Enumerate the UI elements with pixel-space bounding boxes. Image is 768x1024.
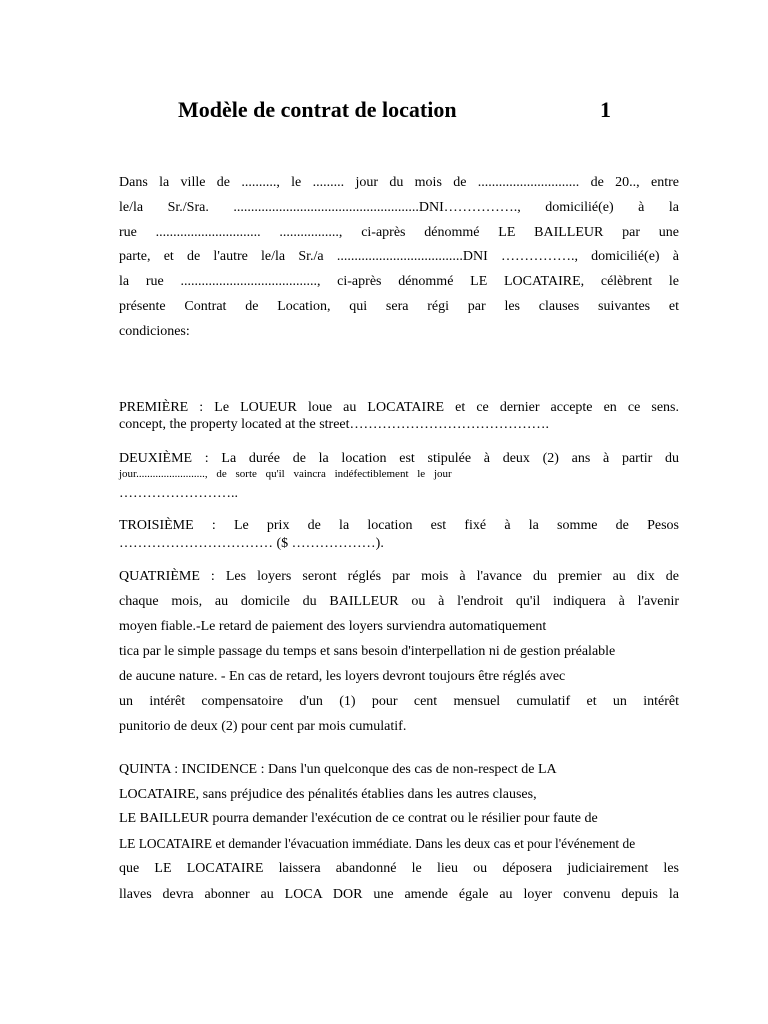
clause-troisieme-line: TROISIÈME : Le prix de la location est fixé à la somme de Pesos bbox=[119, 518, 679, 533]
document-title: Modèle de contrat de location bbox=[178, 97, 457, 122]
intro-line: rue .............................. ................., ci-après dénommé LE BAILLEUR par une bbox=[119, 225, 679, 240]
clause-premiere-line: concept, the property located at the street……………………………………. bbox=[119, 417, 550, 432]
clause-quinta-line: LE BAILLEUR pourra demander l'exécution de ce contrat ou le résilier pour faute de bbox=[119, 811, 598, 826]
clause-quatrieme-line: chaque mois, au domicile du BAILLEUR ou à l'endroit qu'il indiquera à l'avenir bbox=[119, 594, 679, 609]
clause-premiere-line: PREMIÈRE : Le LOUEUR loue au LOCATAIRE et ce dernier accepte en ce sens. bbox=[119, 400, 679, 415]
clause-quinta-line: QUINTA : INCIDENCE : Dans l'un quelconque des cas de non-respect de LA bbox=[119, 762, 557, 777]
clause-quinta-line: que LE LOCATAIRE laissera abandonné le lieu ou déposera judiciairement les bbox=[119, 861, 679, 876]
clause-quatrieme-line: tica par le simple passage du temps et sans besoin d'interpellation ni de gestion préalable bbox=[119, 644, 616, 659]
clause-deuxieme-line: …………………….. bbox=[119, 486, 238, 501]
clause-deuxieme-line: jour........................., de sorte qu'il vaincra indéfectiblement le jour bbox=[119, 468, 452, 480]
clause-quatrieme-line: de aucune nature. - En cas de retard, les loyers devront toujours être réglés avec bbox=[119, 669, 566, 684]
clause-quatrieme-line: QUATRIÈME : Les loyers seront réglés par mois à l'avance du premier au dix de bbox=[119, 569, 679, 584]
clause-quatrieme-line: moyen fiable.-Le retard de paiement des loyers surviendra automatiquement bbox=[119, 619, 547, 634]
intro-line: la rue ......................................., ci-après dénommé LE LOCATAIRE, célèbrent le bbox=[119, 274, 679, 289]
clause-quinta-line: llaves devra abonner au LOCA DOR une amende égale au loyer convenu depuis la bbox=[119, 887, 679, 902]
intro-line: condiciones: bbox=[119, 324, 190, 339]
intro-line: parte, et de l'autre le/la Sr./a ....................................DNI ……………., domicilié(e) à bbox=[119, 249, 679, 264]
clause-troisieme-line: …………………………… ($ ………………). bbox=[119, 536, 384, 551]
clause-quinta-line: LE LOCATAIRE et demander l'évacuation immédiate. Dans les deux cas et pour l'événement de bbox=[119, 836, 636, 851]
clause-deuxieme-line: DEUXIÈME : La durée de la location est stipulée à deux (2) ans à partir du bbox=[119, 451, 679, 466]
intro-line: Dans la ville de .........., le ......... jour du mois de ............................. de 20.., entre bbox=[119, 175, 679, 190]
clause-quatrieme-line: punitorio de deux (2) pour cent par mois cumulatif. bbox=[119, 719, 407, 734]
clause-quatrieme-line: un intérêt compensatoire d'un (1) pour cent mensuel cumulatif et un intérêt bbox=[119, 694, 679, 709]
intro-line: le/la Sr./Sra. .....................................................DNI……………., domicilié(e) à la bbox=[119, 200, 679, 215]
page-number: 1 bbox=[600, 97, 611, 122]
clause-quinta-line: LOCATAIRE, sans préjudice des pénalités établies dans les autres clauses, bbox=[119, 787, 537, 802]
intro-line: présente Contrat de Location, qui sera régi par les clauses suivantes et bbox=[119, 299, 679, 314]
